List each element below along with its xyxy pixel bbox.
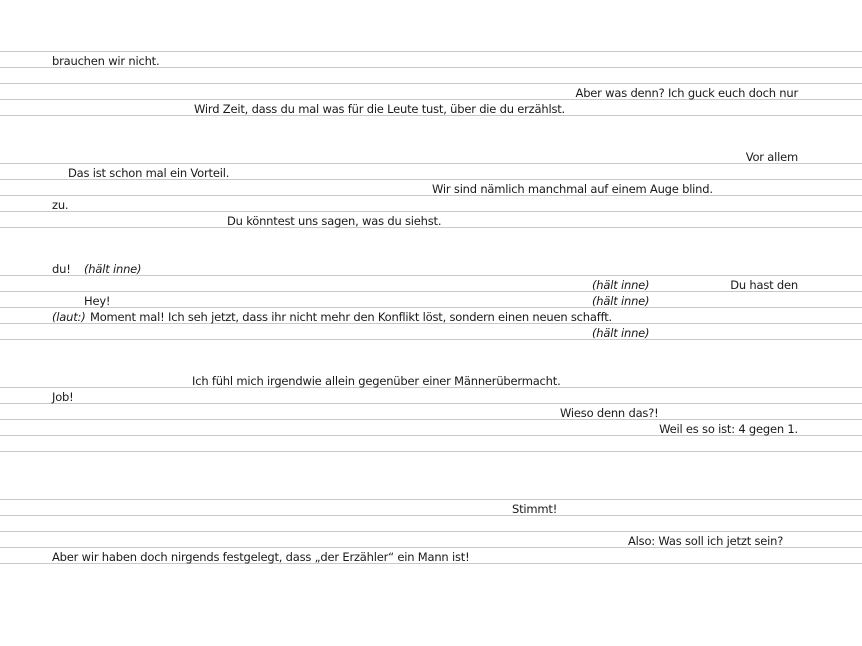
dialogue-line: zu. xyxy=(52,198,69,212)
dialogue-line: Wir sind nämlich manchmal auf einem Auge blind. xyxy=(432,182,713,196)
dialogue-line: Weil es so ist: 4 gegen 1. xyxy=(659,422,798,436)
staff-line xyxy=(0,499,862,500)
dialogue-line: Das ist schon mal ein Vorteil. xyxy=(68,166,230,180)
dialogue-line: Aber was denn? Ich guck euch doch nur xyxy=(575,86,798,100)
staff-line xyxy=(0,51,862,52)
dialogue-line: Wird Zeit, dass du mal was für die Leute tust, über die du erzählst. xyxy=(194,102,565,116)
dialogue-line: Wieso denn das?! xyxy=(560,406,659,420)
staff-line xyxy=(0,307,862,308)
staff-line xyxy=(0,211,862,212)
staff-line xyxy=(0,531,862,532)
dialogue-line: Ich fühl mich irgendwie allein gegenüber einer Männerübermacht. xyxy=(192,374,561,388)
dialogue-line: Hey! xyxy=(84,294,111,308)
dialogue-line: Moment mal! Ich seh jetzt, dass ihr nicht mehr den Konflikt löst, sondern einen neuen schafft. xyxy=(90,310,613,324)
staff-line xyxy=(0,195,862,196)
staff-line xyxy=(0,515,862,516)
dialogue-line: Aber wir haben doch nirgends festgelegt, dass „der Erzähler“ ein Mann ist! xyxy=(52,550,470,564)
dialogue-line: Vor allem xyxy=(745,150,798,164)
staff-line xyxy=(0,163,862,164)
stage-direction: (hält inne) xyxy=(592,326,650,340)
dialogue-line: Du könntest uns sagen, was du siehst. xyxy=(227,214,442,228)
stage-direction: (hält inne) xyxy=(592,278,650,292)
dialogue-line: Job! xyxy=(52,390,74,404)
staff-line xyxy=(0,83,862,84)
stage-direction: (laut:) xyxy=(52,310,86,324)
dialogue-line: Also: Was soll ich jetzt sein? xyxy=(628,534,784,548)
staff-line xyxy=(0,451,862,452)
dialogue-line: Du hast den xyxy=(730,278,798,292)
stage-direction: (hält inne) xyxy=(592,294,650,308)
staff-line xyxy=(0,403,862,404)
staff-line xyxy=(0,339,862,340)
staff-line xyxy=(0,419,862,420)
dialogue-line: du! xyxy=(52,262,71,276)
dialogue-line: Stimmt! xyxy=(512,502,558,516)
stage-direction: (hält inne) xyxy=(84,262,142,276)
dialogue-line: brauchen wir nicht. xyxy=(52,54,160,68)
